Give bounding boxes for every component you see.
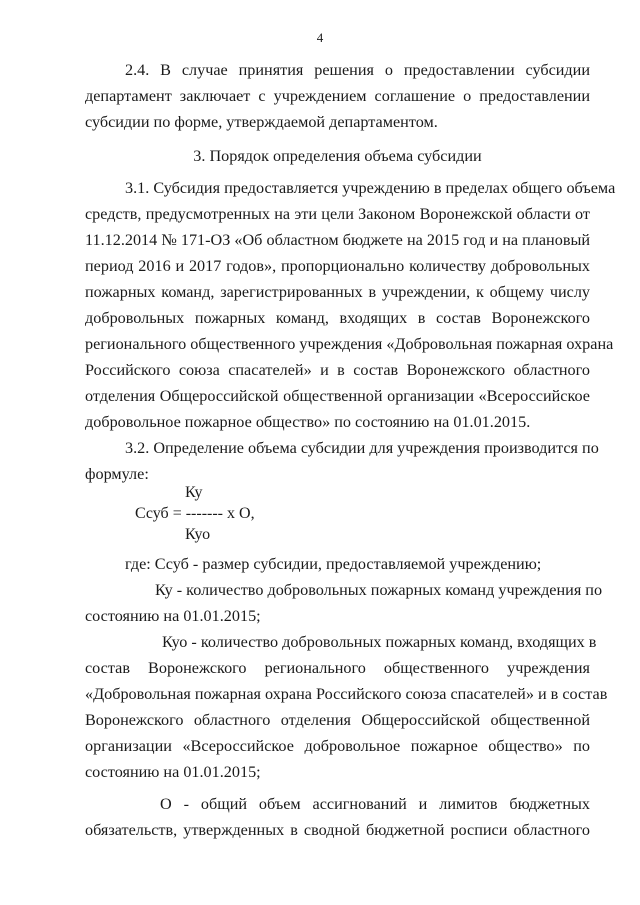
para-3-1-line-2: средств, предусмотренных на эти цели Законом Воронежской области от [85, 205, 590, 223]
para-3-1-line-8: Российского союза спасателей» и в состав Воронежского областного [85, 361, 590, 379]
para-3-2-line-1: 3.2. Определение объема субсидии для учреждения производится по [125, 439, 599, 457]
section-title: 3. Порядок определения объема субсидии [193, 147, 482, 165]
para-3-2-line-2: формуле: [85, 465, 149, 483]
definition-ku-line-2: состоянию на 01.01.2015; [85, 607, 261, 625]
para-2-4-line-3: субсидии по форме, утверждаемой департаментом. [85, 113, 438, 131]
para-3-1-line-3: 11.12.2014 № 171-ОЗ «Об областном бюджете на 2015 год и на плановый [85, 231, 590, 249]
subsidy-formula [135, 484, 335, 544]
definition-ku-line-1: Ку - количество добровольных пожарных команд учреждения по [155, 581, 603, 599]
formula-denominator: Куо [185, 526, 211, 543]
para-3-1-line-9: отделения Общероссийской общественной организации «Всероссийское [85, 387, 590, 405]
formula-numerator: Ку [185, 484, 203, 501]
para-3-1-line-7: регионального общественного учреждения «Добровольная пожарная охрана [85, 335, 614, 353]
para-3-1-line-10: добровольное пожарное общество» по состоянию на 01.01.2015. [85, 413, 531, 431]
definition-csub: где: Ссуб - размер субсидии, предоставляемой учреждению; [125, 555, 542, 573]
para-3-1-line-1: 3.1. Субсидия предоставляется учреждению в пределах общего объема [125, 179, 616, 197]
page-number: 4 [316, 30, 324, 45]
para-3-1-line-4: период 2016 и 2017 годов», пропорционально количеству добровольных [85, 257, 590, 275]
definition-kuo-line-5: организации «Всероссийское добровольное пожарное общество» по [85, 737, 590, 755]
para-3-1-line-5: пожарных команд, зарегистрированных в учреждении, к общему числу [85, 283, 590, 301]
definition-kuo-line-3: «Добровольная пожарная охрана Российского союза спасателей» и в состав [85, 685, 608, 703]
definition-o-line-1: О - общий объем ассигнований и лимитов бюджетных [160, 795, 590, 813]
definition-kuo-line-4: Воронежского областного отделения Общероссийской общественной [85, 711, 590, 729]
para-2-4-line-2: департамент заключает с учреждением соглашение о предоставлении [85, 87, 590, 105]
definition-kuo-line-1: Куо - количество добровольных пожарных команд, входящих в [162, 633, 597, 651]
para-2-4-line-1: 2.4. В случае принятия решения о предоставлении субсидии [125, 61, 590, 79]
definition-kuo-line-6: состоянию на 01.01.2015; [85, 763, 261, 781]
para-3-1-line-6: добровольных пожарных команд, входящих в состав Воронежского [85, 309, 590, 327]
formula-main-line: Ссуб = ------- х О, [135, 505, 255, 522]
definition-kuo-line-2: состав Воронежского регионального общественного учреждения [85, 659, 590, 677]
definition-o-line-2: обязательств, утвержденных в сводной бюджетной росписи областного [85, 821, 590, 839]
